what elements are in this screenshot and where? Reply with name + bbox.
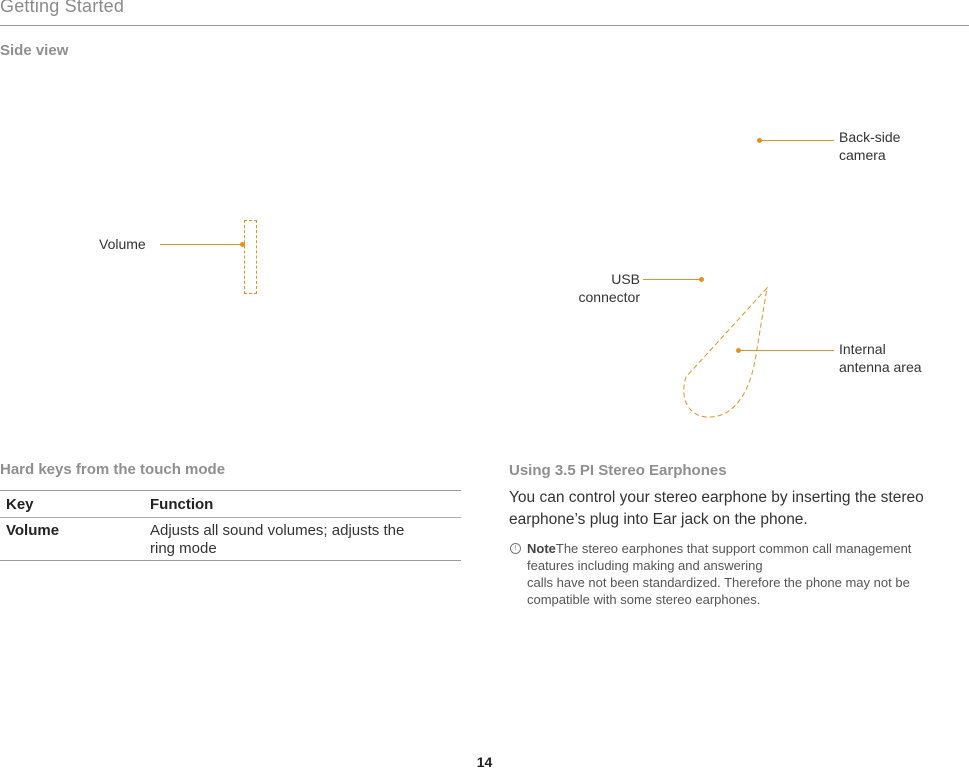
function-line2: ring mode <box>150 540 217 557</box>
side-view-title: Side view <box>0 42 69 59</box>
camera-callout-line <box>760 140 834 141</box>
antenna-callout-line <box>739 350 834 351</box>
antenna-label-line1: Internal <box>839 341 886 357</box>
table-cell-key: Volume <box>6 522 60 539</box>
earphones-body-line2: earphone’s plug into Ear jack on the phone. <box>509 511 808 528</box>
earphones-note <box>527 540 967 608</box>
usb-callout-label <box>540 270 640 306</box>
antenna-area-outline <box>680 285 772 425</box>
page-number: 14 <box>476 754 493 770</box>
note-line3: calls have not been standardized. Therefore the phone may not be <box>527 575 910 590</box>
camera-callout-label <box>839 128 900 164</box>
earphones-body <box>509 487 964 531</box>
note-line2: features including making and answering <box>527 558 763 573</box>
note-line4: compatible with some stereo earphones. <box>527 592 761 607</box>
earphones-body-line1: You can control your stereo earphone by inserting the stereo <box>509 489 924 506</box>
note-label: Note <box>527 541 556 556</box>
table-bottom-rule <box>0 560 461 561</box>
function-line1: Adjusts all sound volumes; adjusts the <box>150 522 405 539</box>
header-divider <box>0 25 969 26</box>
volume-callout-line <box>160 244 242 245</box>
column-header-function: Function <box>150 496 214 513</box>
camera-label-line2: camera <box>839 147 886 163</box>
table-header-rule <box>0 517 461 518</box>
column-header-key: Key <box>6 496 34 513</box>
usb-label-line2: connector <box>578 289 640 305</box>
volume-key-outline <box>244 220 257 294</box>
usb-label-line1: USB <box>611 271 640 287</box>
note-info-icon: ! <box>510 543 521 554</box>
note-line1: The stereo earphones that support common call management <box>555 541 912 556</box>
earphones-title: Using 3.5 PI Stereo Earphones <box>509 462 727 479</box>
chapter-title: Getting Started <box>0 0 125 16</box>
antenna-callout-label <box>839 340 922 376</box>
usb-callout-line <box>643 279 701 280</box>
hard-keys-title: Hard keys from the touch mode <box>0 461 226 478</box>
table-top-rule <box>0 490 461 491</box>
camera-label-line1: Back-side <box>839 129 901 145</box>
table-cell-function <box>150 522 450 558</box>
antenna-label-line2: antenna area <box>839 359 922 375</box>
volume-callout-label: Volume <box>99 236 146 252</box>
usb-callout-dot <box>699 277 704 282</box>
